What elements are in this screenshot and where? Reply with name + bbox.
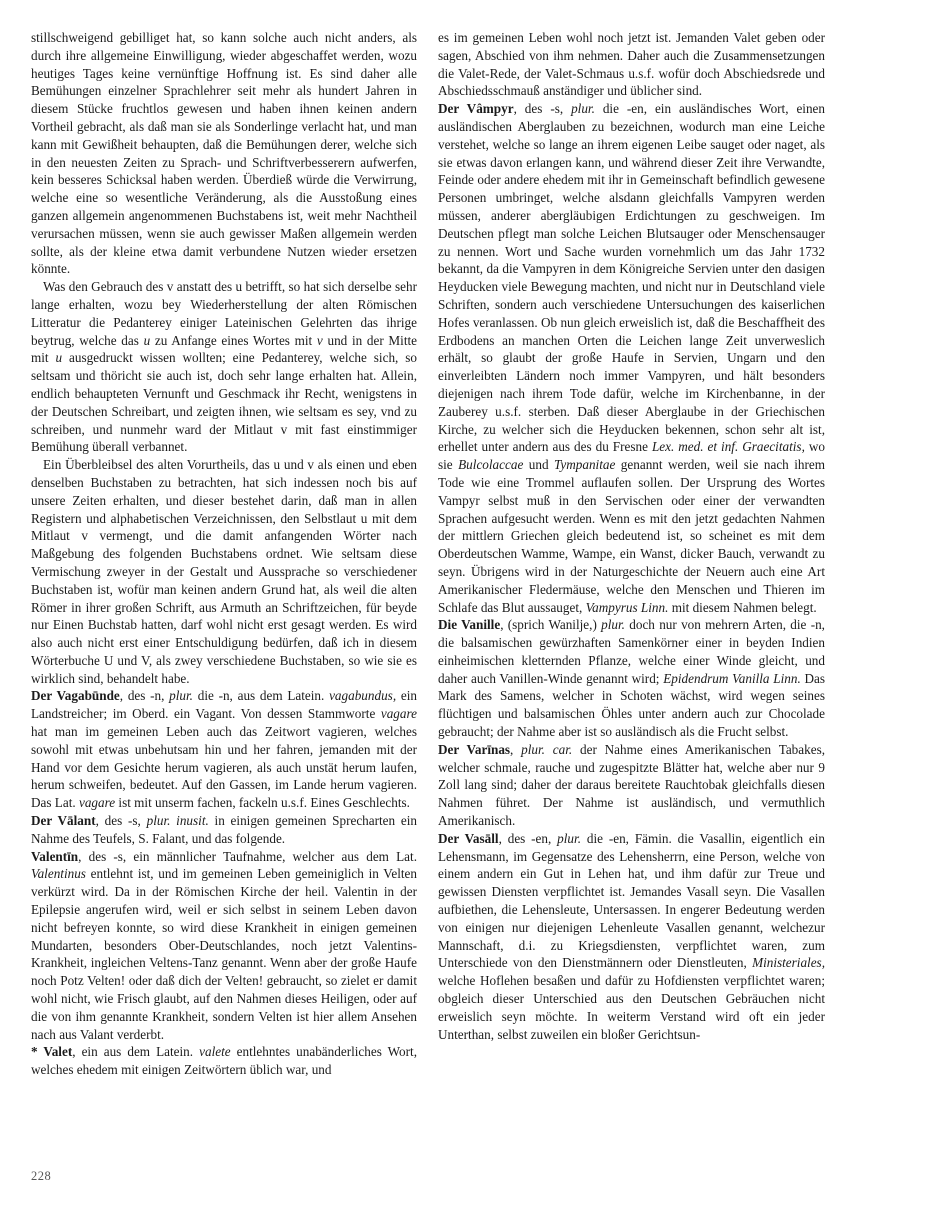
text-run: Was den Gebrauch des v anstatt des u betrifft, so hat sich derselbe sehr lange erhalten, wozu bey Wiederherstellung der alten Römischen Litteratur die Pedanterey einiger Lateinischen Gelehrten das ihrige beytrug, welche das — [31, 279, 417, 348]
text-run: entlehntes unabänderliches Wort, welches ehedem mit einigen Zeitwörtern üblich war, und — [31, 1044, 417, 1078]
italic-term: plur. — [601, 617, 625, 633]
text-run: die -en, Fämin. die Vasallin, eigentlich ein Lehensmann, im Gegensatze des Lehensherrn, eine Person, welche von einem andern ein Gut in Lehen hat, und ihm dafür zur Treue und gewissen Diensten verpflichtet ist. Jemandes Vasall seyn. Die Vasallen aufbiethen, die Lehensleute, Untersassen. In engerer Bedeutung werden von einigen nur diejenigen Lehenleute Vasallen genannt, welchezur Mannschaft, d.i. zu Kriegsdiensten, verpflichtet waren, zum Unterschiede von den Dienstmännern oder Dienstleuten, — [438, 830, 826, 971]
page-number: 228 — [31, 1169, 52, 1183]
left-column — [31, 29, 417, 1079]
right-column — [438, 29, 825, 1043]
text-run: , des -s, — [513, 101, 572, 117]
headword: Valentīn — [31, 848, 79, 864]
dictionary-entry — [438, 100, 825, 616]
dictionary-entry — [31, 687, 417, 812]
italic-term: vagare — [78, 795, 116, 811]
headword: Der Vasāll — [438, 830, 499, 846]
dictionary-entry — [31, 1043, 417, 1079]
text-run: ausgedruckt wissen wollten; eine Pedanterey, welche sich, so seltsam und thöricht sie auch ist, doch sehr lange erhalten hat. Allein, endlich behaupteten Vernunft und Geschmack ihr Recht, wenigstens in der Deutschen Schreibart, und zeigten ihnen, wie seltsam es sey, vnd zu schreiben, und nunmehr ward der Mitlaut v mit fast einstimmiger Bemühung überall verbannet. — [31, 350, 417, 455]
text-run: , des -n, — [119, 688, 170, 704]
italic-term: plur. — [169, 688, 193, 704]
italic-term: plur. car. — [521, 741, 573, 757]
paragraph — [31, 29, 417, 278]
headword: Der Vâmpyr — [438, 101, 514, 117]
italic-term: v — [316, 332, 323, 348]
italic-term: vagabundus, — [329, 688, 397, 704]
text-run: hat man im gemeinen Leben auch das Zeitwort vagieren, welches sowohl mit etwas unbehutsam hin und her fahren, jemanden mit der Hand vor dem Gesichte herum vagieren, als auch unstät herum laufen, herum schweifen, bedeutet. Auf den Gassen, im Lande herum vagieren. Das Lat. — [31, 724, 417, 811]
italic-term: u — [55, 350, 63, 366]
dictionary-entry — [438, 741, 825, 830]
text-run: doch nur von mehrern Arten, die -n, die balsamischen gewürzhaften Samenkörner einer in beyden Indien einheimischen kletternden Pflanze, welche einer Winde gleicht, und daher auch Vanillen-Winde genannt wird; — [438, 617, 825, 686]
italic-term: vagare — [380, 706, 417, 722]
dictionary-entry — [31, 848, 417, 1044]
text-run: Ein Überbleibsel des alten Vorurtheils, das u und v als einen und eben denselben Buchstaben zu betrachten, hat sich indessen noch bis auf unsere Zeiten erhalten, und dieser bestehet darin, daß man in allen Registern und alphabetischen Verzeichnissen, den Selbstlaut u mit dem Mitlaut v vermengt, und die damit anfangenden Wörter nach Maßgebung des folgenden Buchstabens ordnet. Wie seltsam diese Vermischung zweyer in der Gestalt und Aussprache so verschiedener Buchstaben ist, wofür man keinen andern Grund hat, als weil die alten Römer in ihrer großen Schrift, aus Armuth an Schriftzeichen, für beyde nur Einen Buchstab hatten, darf wohl nicht erst gesagt werden. Es wird also auch nicht erst einer Entschuldigung bedürfen, daß ich in diesem Wörterbuche U und V, als zwey verschiedene Buchstaben, so wie sie es wirklich sind, behandelt habe. — [31, 457, 417, 686]
text-run: die -en, ein ausländisches Wort, einen ausländischen Aberglauben zu bezeichnen, wodurch man eine Leiche verstehet, welche so lange an ihrem eigenen Leibe sauget oder naget, als sie etwas davon erlangen kann, und während dieser Zeit ihre Verwandte, Feinde oder andere ehedem mit ihr in Gemeinschaft befindlich gewesene Personen umbringet, welche alsdann gleichfalls Vampyren werden müssen, anderer abergläubigen Erdichtungen zu geschweigen. Im Deutschen pflegt man solche Leichen Blutsauger oder Menschensauger zu nennen. Wort und Sache wurden vornehmlich um das Jahr 1732 bekannt, da die Vampyren in dem Königreiche Servien unter den dasigen Heyducken viele Bewegung machten, und nicht nur in Deutschland viele Schriften, sondern auch verschiedene Untersuchungen des kaiserlichen Hofes veranlassen. Ob nun gleich erweislich ist, daß die Beschaffheit des Erdbodens an manchen Orten die Leichen lange Zeit unverweslich erhält, so glaubt der große Haufe in Servien, Ungarn und den einverleibten Ländern noch immer Vampyren, und hält besonders diejenigen nach ihrem Tode dafür, welche im Kirchenbanne, in der Zauberey u.s.f. sterben. Daß dieser Aberglaube in der Griechischen Kirche, zu welcher sich die Heyducken bekennen, schon sehr alt ist, erhellet unter andern aus des du Fresne — [438, 101, 826, 455]
italic-term: Lex. med. et inf. Graecitatis, — [651, 439, 805, 455]
text-run: die -n, aus dem Latein. — [192, 688, 330, 704]
text-run: in einigen gemeinen Sprecharten ein Nahme des Teufels, S. Falant, und das folgende. — [31, 813, 417, 846]
italic-term: plur. — [571, 101, 595, 117]
headword: Der Vagabūnde — [31, 688, 120, 704]
text-run: , des -s, — [95, 813, 147, 829]
headword: * Valet — [31, 1044, 73, 1060]
text-run: wo sie — [438, 439, 825, 473]
text-run: stillschweigend gebilliget hat, so kann solche auch nicht anders, als durch ihre allgemeine Einwilligung, wieder abgeschaffet werden, wozu heutiges Tages keine vernünftige Hoffnung ist. Es sind daher alle Bemühungen einzelner Sprachlehrer seit mehr als hundert Jahren in diesem Stücke fruchtlos gewesen und haben ihnen keinen andern Vortheil gebracht, als daß man sie als Sonderlinge verlacht hat, und man kann mit Gewißheit behaupten, daß die Bemühungen derer, welche sich in den neuesten Zeiten zu Sprach- und Schriftverbesserern aufwerfen, kein besseres Schicksal haben werden. Überdieß würde die Verwirrung, welche eine so wesentliche Veränderung, als die Ausstoßung eines ganzen allgemein angenommenen Buchstabens ist, weit mehr Nachtheil verursachen müssen, wenn sie auch gewisser Maßen allgemein werden sollte, als der kleine etwa damit verbundene Nutzen wieder ersetzen könnte. — [31, 30, 417, 277]
text-run: und in der Mitte mit — [31, 332, 417, 366]
text-run: welche Hoflehen besaßen und dafür zu Hofdiensten verpflichtet waren; obgleich dieser Unterschied aus den Deutschen Gebräuchen nicht erweislich seyn möchte. In weiterm Verstand wird oft ein jeder Unterthan, selbst zuweilen ein bloßer Gerichtsun- — [438, 973, 825, 1042]
text-run: der Nahme eines Amerikanischen Tabakes, welcher schmale, rauche und zugespitzte Blätter hat, welche aber nur 9 Zoll lang sind; daher der daraus bereitete Rauchtobak gleichfalls diesen Nahmen führet. Der Nahme ist ausländisch, und vermuthlich Amerikanisch. — [438, 741, 826, 829]
text-run: Das Mark des Samens, welcher in Schoten wächst, wird wegen seines flüchtigen und balsamischen Öhles unter andern auch zur Chocolade gebraucht; der Nahme aber ist so ausländisch als die Frucht selbst. — [438, 670, 826, 740]
text-run: , ein aus dem Latein. — [72, 1044, 200, 1060]
italic-term: Tympanitae — [554, 457, 616, 473]
italic-term: u — [143, 332, 151, 348]
italic-term: valete — [199, 1044, 231, 1060]
text-run: ein Landstreicher; im Oberd. ein Vagant. Von dessen Stammworte — [31, 688, 417, 722]
text-run: , des -s, ein männlicher Taufnahme, welcher aus dem Lat. — [78, 848, 417, 864]
dictionary-entry — [438, 616, 825, 741]
italic-term: plur. inusit. — [146, 813, 209, 829]
headword: Der Varīnas — [438, 741, 511, 757]
text-run: , (sprich Wanilje,) — [500, 617, 602, 633]
italic-term: plur. — [557, 830, 581, 846]
text-run: es im gemeinen Leben wohl noch jetzt ist. Jemanden Valet geben oder sagen, Abschied von ihm nehmen. Daher auch die Zusammensetzungen die Valet-Rede, der Valet-Schmaus u.s.f. wofür doch Abschiedsrede und Abschiedsschmauß anständiger und üblicher sind. — [438, 30, 825, 99]
dictionary-entry — [31, 812, 417, 848]
text-run: mit diesem Nahmen belegt. — [668, 599, 817, 615]
text-run: genannt werden, weil sie nach ihrem Tode wie eine Trommel auflaufen sollen. Der Ursprung des Wortes Vampyr selbst muß in den Servischen oder einer der verwandten Sprachen aufgesucht werden. Wenn es mit den jetzt gedachten Nahmen der mittlern Griechen gleich bedeutend ist, so scheinet es mit dem Oberdeutschen Wamme, Wampe, ein Wanst, dicker Bauch, verwandt zu seyn. Übrigens wird in der Naturgeschichte der Neuern auch eine Art Amerikanischer Fledermäuse, welche den Menschen und Thieren im Schlafe das Blut aussauget, — [438, 457, 826, 615]
text-run: entlehnt ist, und im gemeinen Leben gemeiniglich in Velten verkürzt wird. Da in der Römischen Kirche der heil. Valentin in der Epilepsie angerufen wird, weil er sich selbst in seinem Leben davon nicht befreyen konnte, so wird diese Krankheit in einigen gemeinen Mundarten, besonders Ober-Deutschlandes, noch jetzt Valentins-Krankheit, ingleichen Veltens-Tanz genannt. Wenn aber der große Haufe noch Potz Velten! oder daß dich der Velten! gebraucht, so zielet er damit wohl nicht, wie Frisch glaubt, auf den Nahmen dieses Heiligen, oder auf die von ihm genannte Krankheit, sondern Velten ist hier allem Ansehen nach aus Valant verderbt. — [31, 866, 417, 1042]
text-run: , — [510, 741, 522, 757]
text-run: zu Anfange eines Wortes mit — [150, 332, 317, 348]
headword: Der Vālant — [31, 813, 96, 829]
italic-term: Vampyrus Linn. — [585, 599, 669, 615]
paragraph — [31, 278, 417, 456]
italic-term: Bulcolaccae — [458, 457, 524, 473]
paragraph — [31, 456, 417, 687]
italic-term: Ministeriales, — [752, 955, 825, 971]
italic-term: Epidendrum Vanilla Linn. — [663, 670, 801, 686]
text-run: , des -en, — [498, 830, 558, 846]
text-run: und — [523, 457, 555, 473]
paragraph — [438, 29, 825, 100]
italic-term: Valentinus — [31, 866, 86, 882]
headword: Die Vanille — [438, 617, 501, 633]
text-run: ist mit unserm fachen, fackeln u.s.f. Eines Geschlechts. — [115, 795, 410, 811]
dictionary-entry — [438, 830, 825, 1044]
